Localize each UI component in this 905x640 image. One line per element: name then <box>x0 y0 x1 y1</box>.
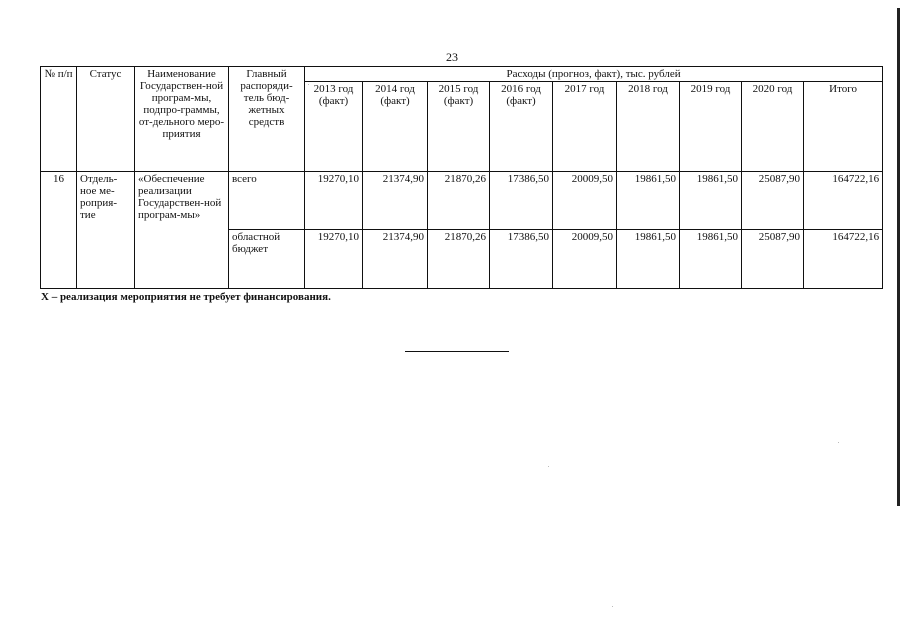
row-num: 16 <box>41 172 77 289</box>
scan-speck <box>308 84 309 85</box>
header-expenses-group: Расходы (прогноз, факт), тыс. рублей <box>305 67 883 82</box>
cell-total-2019: 19861,50 <box>680 172 742 230</box>
row-manager-regional: областной бюджет <box>229 230 305 289</box>
header-total: Итого <box>804 82 883 172</box>
cell-regional-sum: 164722,16 <box>804 230 883 289</box>
header-row-1 <box>41 67 883 82</box>
footnote: Х – реализация мероприятия не требует финансирования. <box>41 291 331 303</box>
header-status: Статус <box>77 67 135 172</box>
cell-regional-2017: 20009,50 <box>553 230 617 289</box>
header-year-2017: 2017 год <box>553 82 617 172</box>
cell-regional-2018: 19861,50 <box>617 230 680 289</box>
header-year-2018: 2018 год <box>617 82 680 172</box>
cell-regional-2020: 25087,90 <box>742 230 804 289</box>
row-manager-total: всего <box>229 172 305 230</box>
cell-total-2014: 21374,90 <box>363 172 428 230</box>
cell-total-sum: 164722,16 <box>804 172 883 230</box>
header-name: Наименование Государствен-ной програм-мы, подпро-граммы, от-дельного меро-приятия <box>135 67 229 172</box>
cell-total-2018: 19861,50 <box>617 172 680 230</box>
cell-total-2016: 17386,50 <box>490 172 553 230</box>
header-year-2015: 2015 год (факт) <box>428 82 490 172</box>
header-year-2020: 2020 год <box>742 82 804 172</box>
row-status: Отдель-ное ме-роприя-тие <box>77 172 135 289</box>
scan-speck <box>838 442 839 443</box>
cell-regional-2019: 19861,50 <box>680 230 742 289</box>
cell-total-2013: 19270,10 <box>305 172 363 230</box>
scan-speck <box>612 606 613 607</box>
separator-line <box>405 351 509 352</box>
row-name: «Обеспечение реализации Государствен-ной програм-мы» <box>135 172 229 289</box>
scan-speck <box>548 466 549 467</box>
page-number: 23 <box>446 50 458 64</box>
header-year-2014: 2014 год (факт) <box>363 82 428 172</box>
cell-total-2020: 25087,90 <box>742 172 804 230</box>
cell-regional-2013: 19270,10 <box>305 230 363 289</box>
cell-total-2017: 20009,50 <box>553 172 617 230</box>
scan-edge-line <box>897 8 900 506</box>
budget-table <box>40 66 883 289</box>
cell-regional-2016: 17386,50 <box>490 230 553 289</box>
cell-total-2015: 21870,26 <box>428 172 490 230</box>
header-year-2016: 2016 год (факт) <box>490 82 553 172</box>
cell-regional-2014: 21374,90 <box>363 230 428 289</box>
cell-regional-2015: 21870,26 <box>428 230 490 289</box>
header-year-2019: 2019 год <box>680 82 742 172</box>
header-year-2013: 2013 год (факт) <box>305 82 363 172</box>
header-manager: Главный распоряди-тель бюд-жетных средств <box>229 67 305 172</box>
header-num: № п/п <box>41 67 77 172</box>
table-row <box>41 172 883 230</box>
